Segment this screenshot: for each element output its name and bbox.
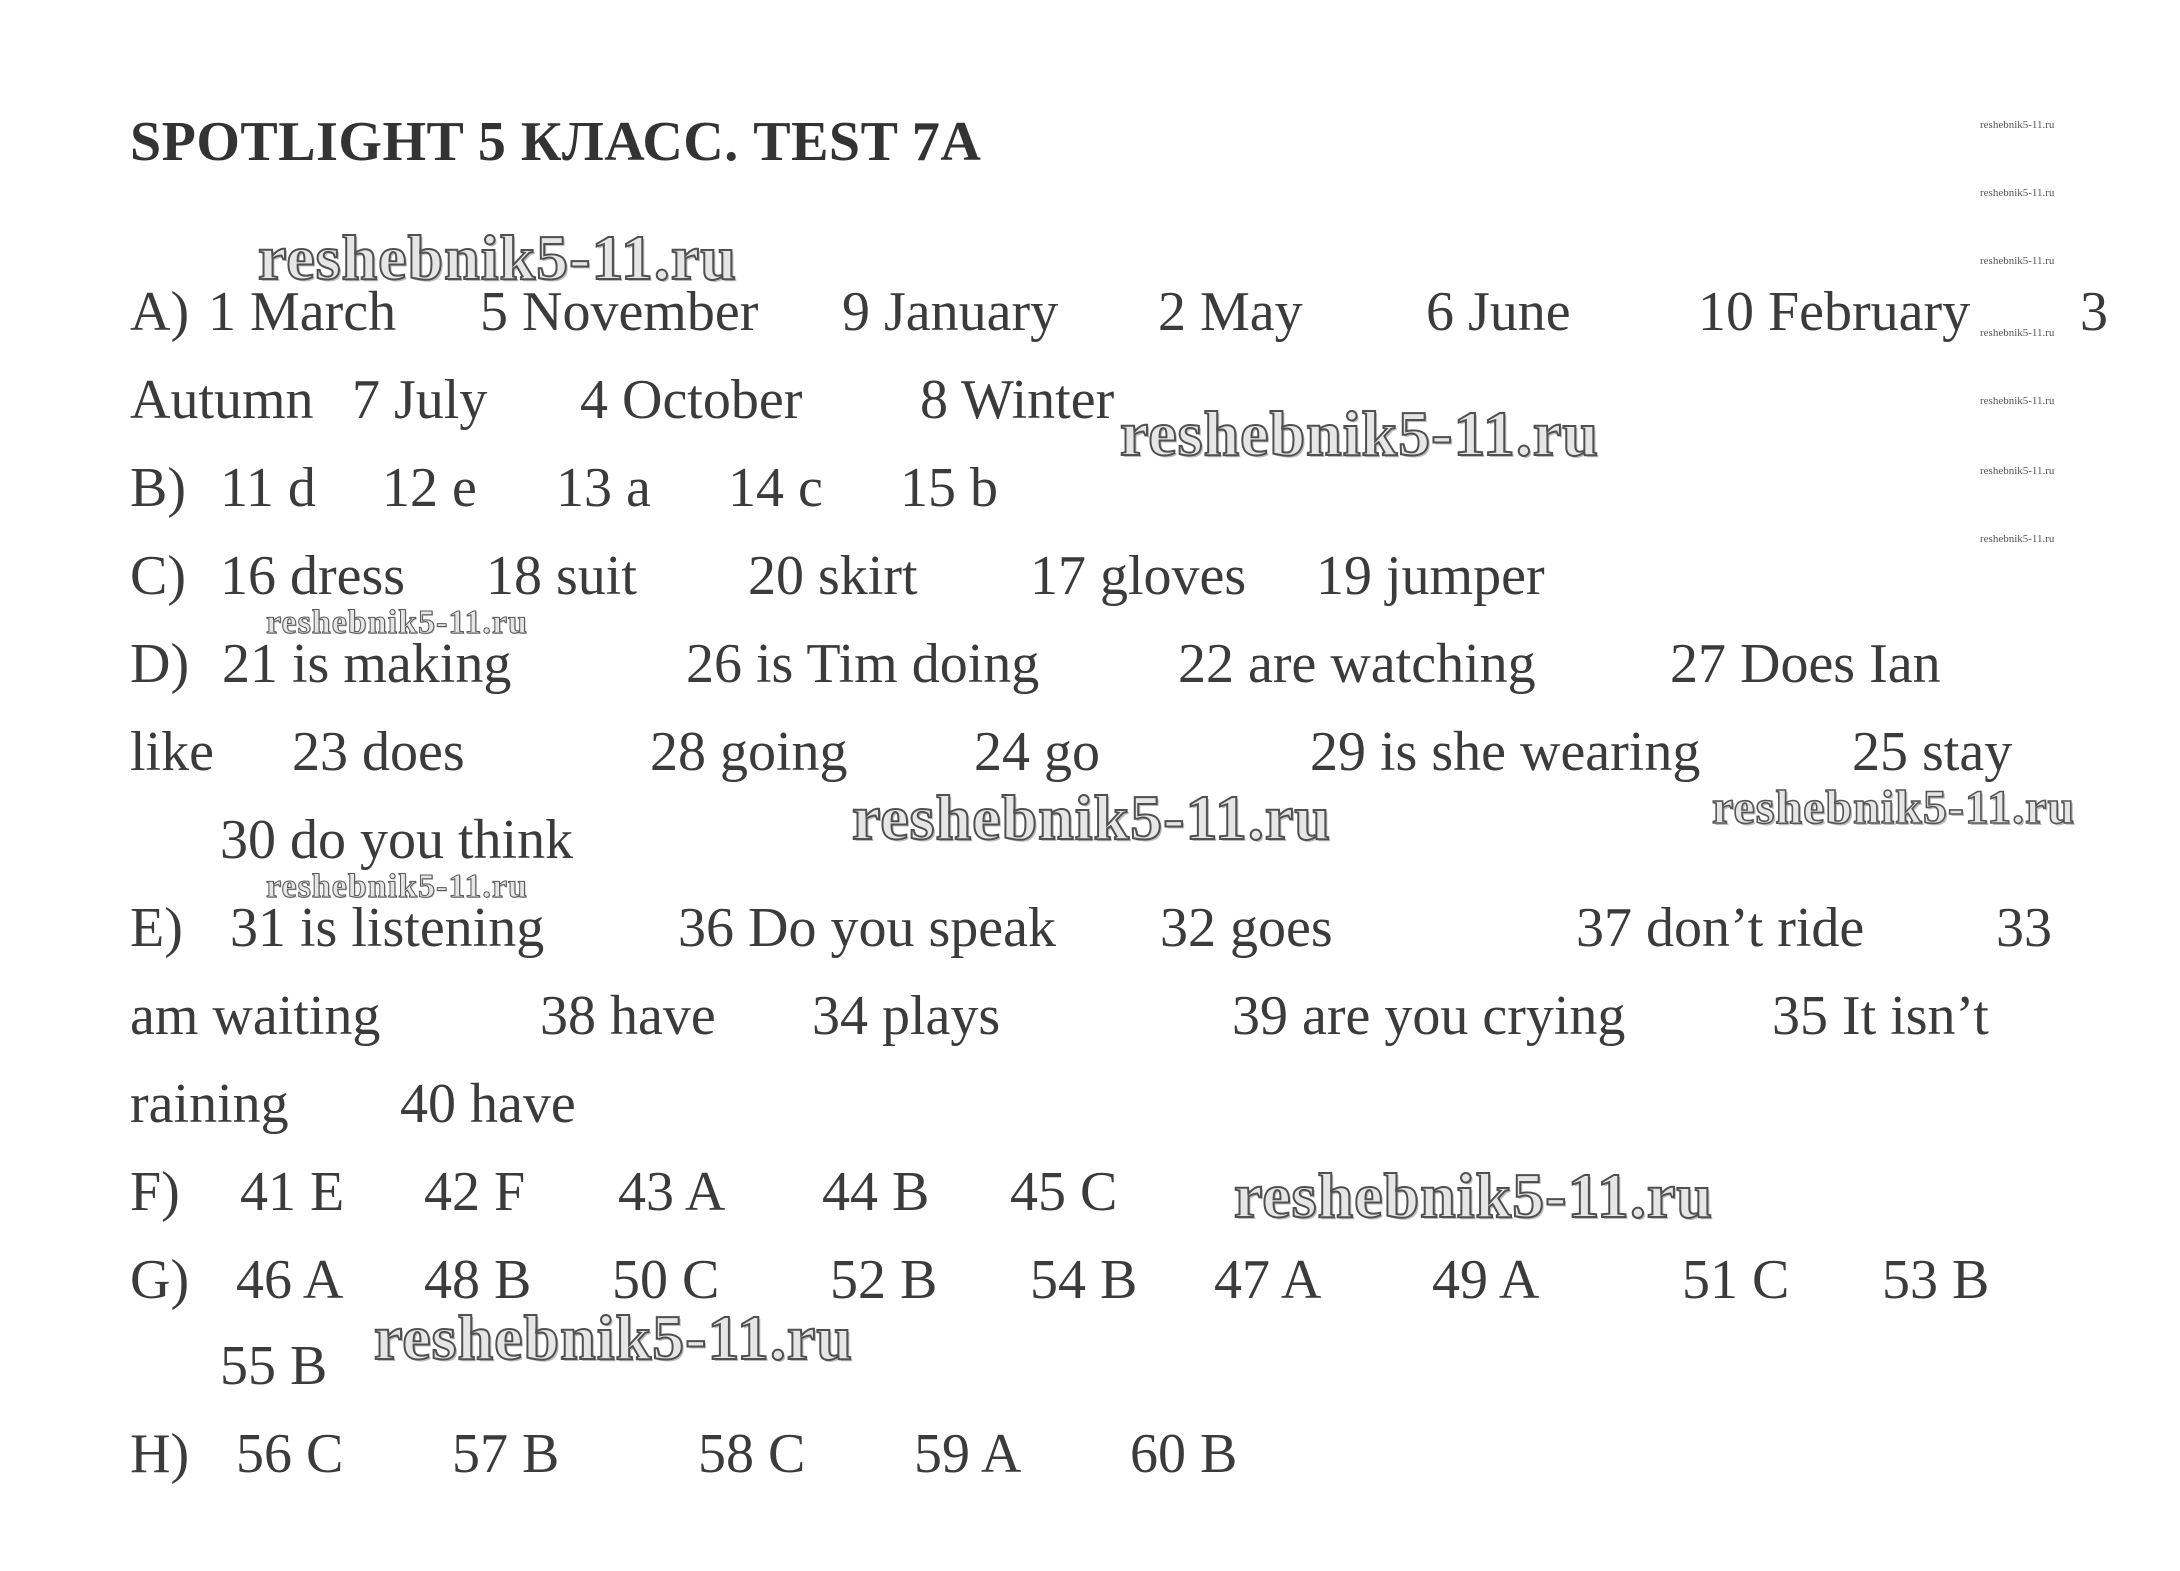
answer-item: 9 January bbox=[842, 281, 1059, 343]
answer-item: 44 B bbox=[822, 1161, 930, 1223]
answer-item: 3 bbox=[2080, 281, 2108, 343]
answer-item: 48 B bbox=[424, 1249, 532, 1311]
answer-item: 26 is Tim doing bbox=[686, 633, 1040, 695]
answer-item: 52 B bbox=[830, 1249, 938, 1311]
answer-item: 39 are you crying bbox=[1232, 985, 1626, 1047]
answer-item: 29 is she wearing bbox=[1310, 721, 1701, 783]
answer-item: 45 C bbox=[1010, 1161, 1118, 1223]
answer-item: 47 A bbox=[1214, 1249, 1322, 1311]
watermark: reshebnik5-11.ru bbox=[1980, 395, 2055, 407]
answer-item: 17 gloves bbox=[1030, 545, 1247, 607]
answer-item: 2 May bbox=[1158, 281, 1303, 343]
section-label: C) bbox=[130, 545, 186, 607]
answer-item: 4 October bbox=[580, 369, 803, 431]
answer-item: am waiting bbox=[130, 985, 381, 1047]
answer-item: 24 go bbox=[974, 721, 1100, 783]
answer-item: 57 B bbox=[452, 1423, 560, 1485]
section-label: G) bbox=[130, 1249, 190, 1311]
answer-item: 38 have bbox=[540, 985, 716, 1047]
answer-item: 33 bbox=[1996, 897, 2052, 959]
answer-item: 40 have bbox=[400, 1073, 576, 1135]
answer-item: 42 F bbox=[424, 1161, 526, 1223]
answer-item: 31 is listening bbox=[230, 897, 545, 959]
answer-item: 18 suit bbox=[486, 545, 637, 607]
answer-item: 58 C bbox=[698, 1423, 806, 1485]
answer-item: 32 goes bbox=[1160, 897, 1333, 959]
answer-item: 7 July bbox=[352, 369, 488, 431]
watermark: reshebnik5-11.ru bbox=[258, 222, 737, 293]
answer-item: 11 d bbox=[220, 457, 316, 519]
section-label: A) bbox=[130, 281, 190, 343]
watermark: reshebnik5-11.ru bbox=[374, 1302, 853, 1373]
answer-item: 23 does bbox=[292, 721, 465, 783]
answer-item: 13 a bbox=[556, 457, 651, 519]
watermark: reshebnik5-11.ru bbox=[1980, 327, 2055, 339]
answer-item: 20 skirt bbox=[748, 545, 918, 607]
answer-item: 1 March bbox=[208, 281, 397, 343]
answer-item: 15 b bbox=[900, 457, 998, 519]
answer-item: 30 do you think bbox=[220, 809, 574, 871]
answer-item: like bbox=[130, 721, 214, 783]
answer-item: 25 stay bbox=[1852, 721, 2013, 783]
answer-item: 22 are watching bbox=[1178, 633, 1536, 695]
answer-item: 56 C bbox=[236, 1423, 344, 1485]
answer-item: 54 B bbox=[1030, 1249, 1138, 1311]
answer-item: 53 B bbox=[1882, 1249, 1990, 1311]
answer-item: 27 Does Ian bbox=[1670, 633, 1941, 695]
watermark: reshebnik5-11.ru bbox=[266, 868, 528, 905]
answer-item: 36 Do you speak bbox=[678, 897, 1056, 959]
watermark: reshebnik5-11.ru bbox=[266, 604, 528, 641]
watermark: reshebnik5-11.ru bbox=[1980, 119, 2055, 131]
answer-item: 10 February bbox=[1698, 281, 1971, 343]
section-label: D) bbox=[130, 633, 190, 695]
answer-item: 43 A bbox=[618, 1161, 726, 1223]
watermark: reshebnik5-11.ru bbox=[1120, 398, 1599, 469]
answer-item: 41 E bbox=[240, 1161, 345, 1223]
page-title: SPOTLIGHT 5 КЛАСС. TEST 7A bbox=[130, 111, 982, 173]
watermark: reshebnik5-11.ru bbox=[1980, 533, 2055, 545]
answer-item: 19 jumper bbox=[1316, 545, 1545, 607]
answer-item: 49 A bbox=[1432, 1249, 1540, 1311]
watermark: reshebnik5-11.ru bbox=[852, 782, 1331, 853]
watermark: reshebnik5-11.ru bbox=[1712, 781, 2076, 834]
answer-item: 60 B bbox=[1130, 1423, 1238, 1485]
answer-item: 55 B bbox=[220, 1335, 328, 1397]
answer-item: 6 June bbox=[1426, 281, 1571, 343]
answer-item: 51 C bbox=[1682, 1249, 1790, 1311]
watermark: reshebnik5-11.ru bbox=[1980, 255, 2055, 267]
answer-item: Autumn bbox=[130, 369, 314, 431]
answer-item: 34 plays bbox=[812, 985, 1001, 1047]
answer-item: 35 It isn’t bbox=[1772, 985, 1989, 1047]
answer-item: 50 C bbox=[612, 1249, 720, 1311]
section-label: B) bbox=[130, 457, 186, 519]
answer-item: 21 is making bbox=[222, 633, 512, 695]
section-label: E) bbox=[130, 897, 183, 959]
watermark: reshebnik5-11.ru bbox=[1234, 1160, 1713, 1231]
answer-item: 59 A bbox=[914, 1423, 1022, 1485]
section-label: F) bbox=[130, 1161, 180, 1223]
answer-item: 14 c bbox=[728, 457, 823, 519]
watermark: reshebnik5-11.ru bbox=[1980, 465, 2055, 477]
section-label: H) bbox=[130, 1423, 190, 1485]
answer-item: 5 November bbox=[480, 281, 759, 343]
answer-item: 12 e bbox=[382, 457, 477, 519]
answer-item: 28 going bbox=[650, 721, 848, 783]
answer-item: 16 dress bbox=[220, 545, 406, 607]
watermark: reshebnik5-11.ru bbox=[1980, 187, 2055, 199]
answer-item: raining bbox=[130, 1073, 289, 1135]
answer-item: 37 don’t ride bbox=[1576, 897, 1865, 959]
answer-item: 46 A bbox=[236, 1249, 344, 1311]
answer-item: 8 Winter bbox=[920, 369, 1115, 431]
